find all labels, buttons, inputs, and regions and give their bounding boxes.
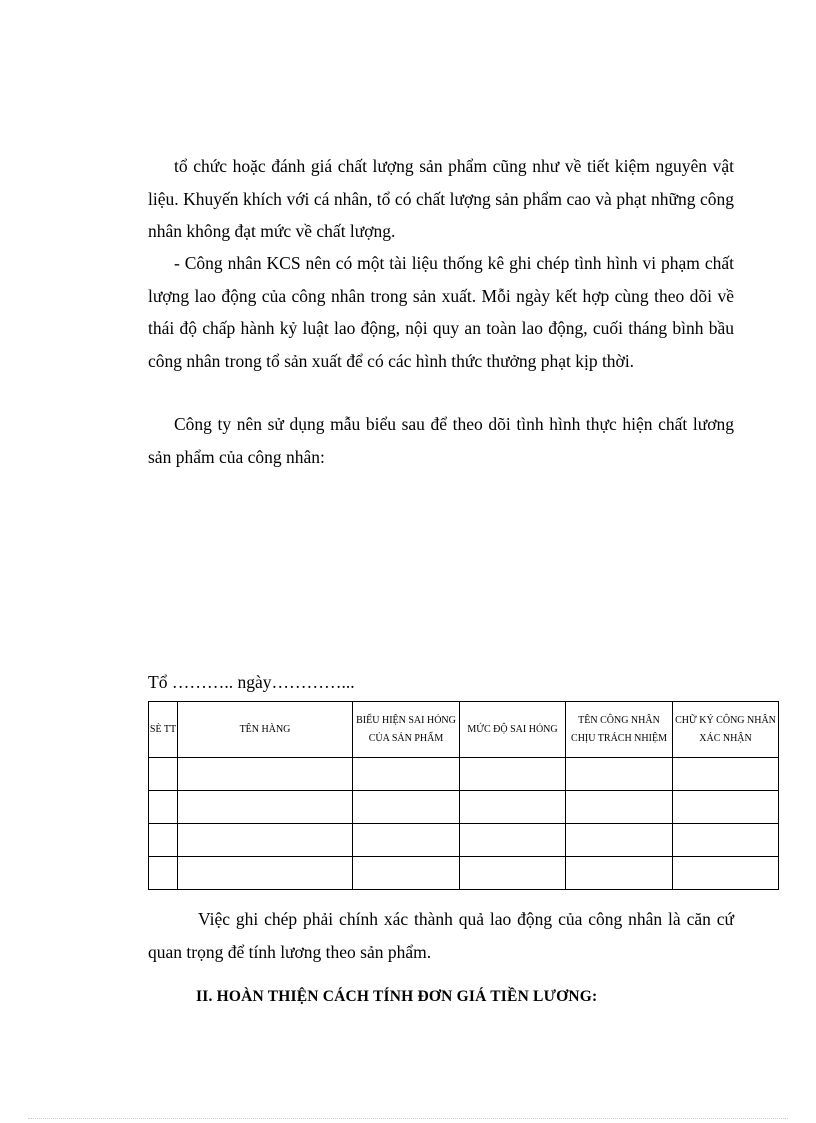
- table-row: [149, 857, 779, 890]
- table-cell: [178, 824, 353, 857]
- table-cell: [566, 857, 673, 890]
- table-cell: [178, 857, 353, 890]
- table-row: [149, 791, 779, 824]
- paragraph-quality-reward: tổ chức hoặc đánh giá chất lượng sản phẩm cũng như về tiết kiệm nguyên vật liệu. Khuyến khích với cá nhân, tổ có chất lượng sản phẩm cao và phạt những công nhân không đạt mức về chất lượng.: [148, 156, 734, 241]
- paragraph-kcs-record: - Công nhân KCS nên có một tài liệu thống kê ghi chép tình hình vi phạm chất lượng lao động của công nhân trong sản xuất. Mỗi ngày kết hợp cùng theo dõi về thái độ chấp hành kỷ luật lao động, nội quy an toàn lao động, cuối tháng bình bầu công nhân trong tổ sản xuất để có các hình thức thưởng phạt kịp thời.: [148, 253, 734, 371]
- table-cell: [178, 758, 353, 791]
- column-header-defect-description: BIỂU HIỆN SAI HỎNG CỦA SẢN PHẨM: [353, 702, 460, 758]
- column-header-responsible-worker: TÊN CÔNG NHÂN CHỊU TRÁCH NHIỆM: [566, 702, 673, 758]
- column-header-worker-signature: CHỮ KÝ CÔNG NHÂN XÁC NHẬN: [673, 702, 779, 758]
- table-cell: [673, 791, 779, 824]
- table-row: [149, 824, 779, 857]
- table-cell: [353, 791, 460, 824]
- page-bottom-divider: [28, 1118, 788, 1119]
- section-heading: II. HOÀN THIỆN CÁCH TÍNH ĐƠN GIÁ TIỀN LƯƠNG:: [196, 988, 598, 1005]
- column-header-product-name: TÊN HÀNG: [178, 702, 353, 758]
- table-cell: [178, 791, 353, 824]
- table-cell: [566, 758, 673, 791]
- table-cell: [460, 824, 566, 857]
- table-cell: [673, 758, 779, 791]
- table-cell: [149, 791, 178, 824]
- table-cell: [460, 758, 566, 791]
- table-cell: [149, 857, 178, 890]
- table-header-row: [149, 702, 779, 758]
- table-cell: [566, 824, 673, 857]
- table-cell: [673, 857, 779, 890]
- table-cell: [673, 824, 779, 857]
- quality-tracking-table: [148, 701, 779, 890]
- column-header-stt: SÈ TT: [149, 702, 178, 758]
- table-cell: [353, 824, 460, 857]
- column-header-defect-level: MỨC ĐỘ SAI HỎNG: [460, 702, 566, 758]
- table-cell: [460, 857, 566, 890]
- table-cell: [149, 758, 178, 791]
- table-cell: [566, 791, 673, 824]
- form-team-date-line: Tổ ……….. ngày…………...: [148, 672, 355, 692]
- table-row: [149, 758, 779, 791]
- table-cell: [353, 857, 460, 890]
- paragraph-record-accuracy: Việc ghi chép phải chính xác thành quả lao động của công nhân là căn cứ quan trọng để tính lương theo sản phẩm.: [148, 909, 734, 962]
- table-cell: [149, 824, 178, 857]
- table-cell: [460, 791, 566, 824]
- table-cell: [353, 758, 460, 791]
- paragraph-form-intro: Công ty nên sử dụng mẫu biểu sau để theo dõi tình hình thực hiện chất lương sản phẩm của công nhân:: [148, 414, 734, 467]
